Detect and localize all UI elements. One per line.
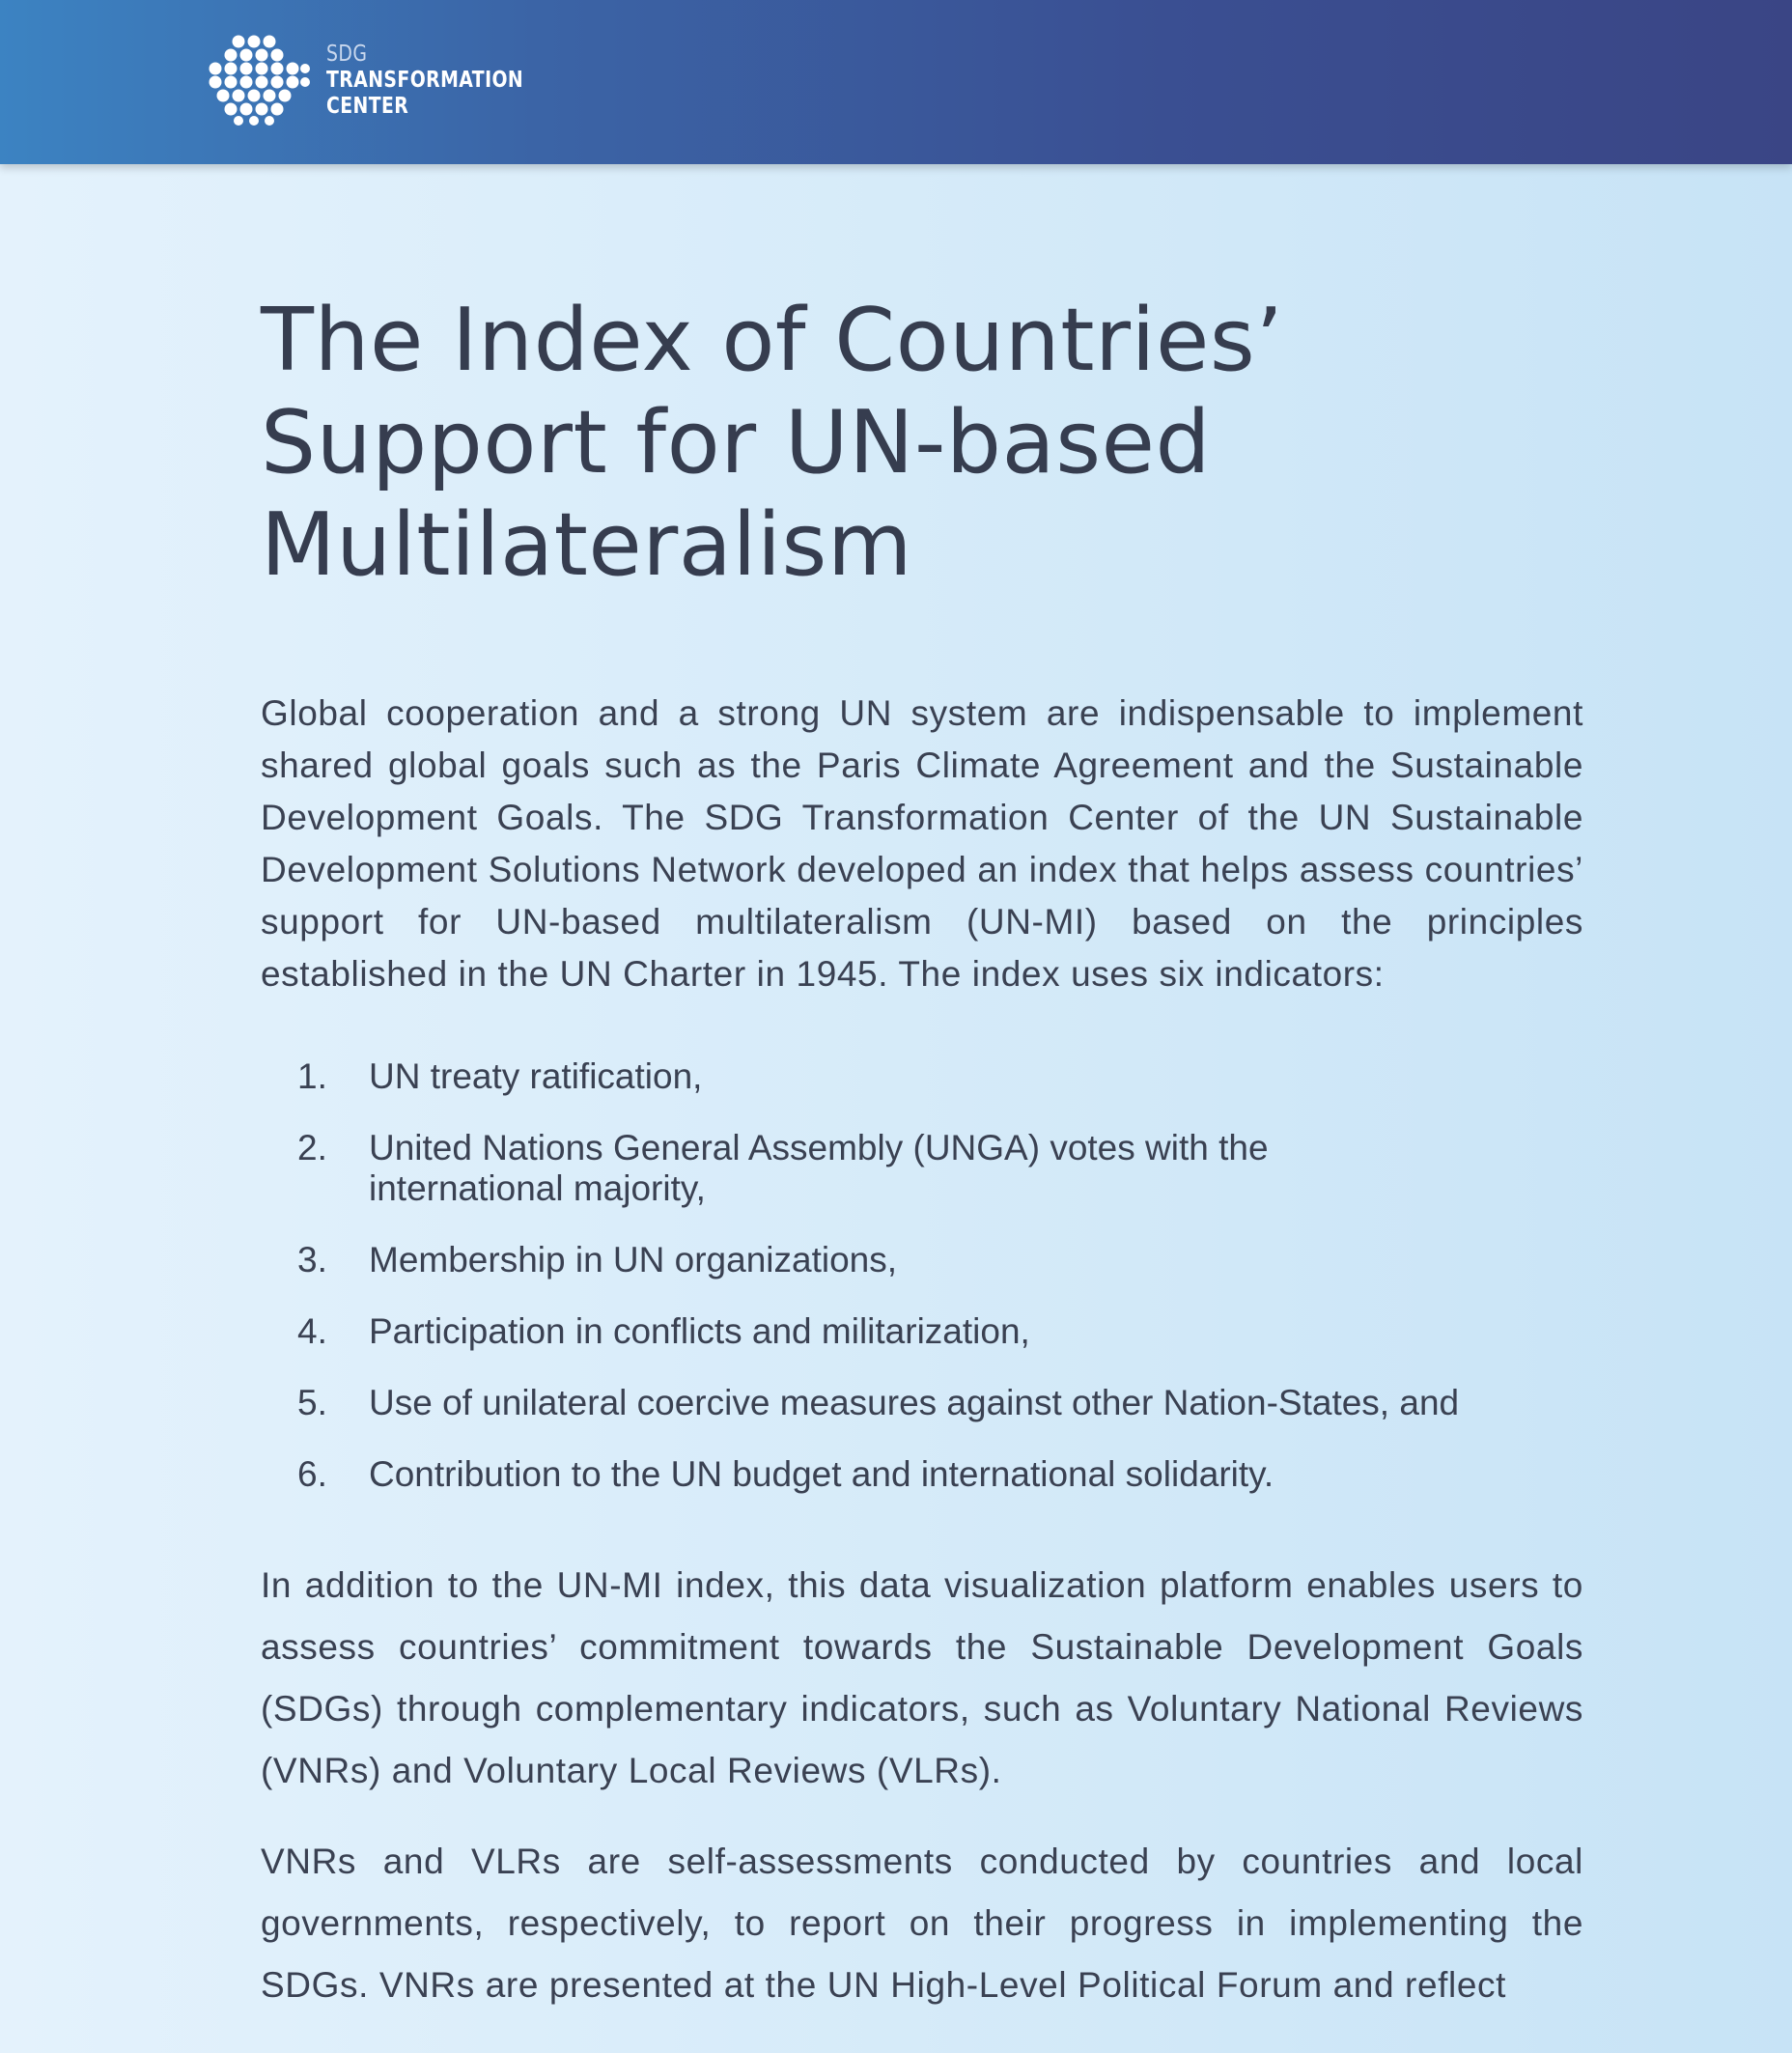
logo-line-center: CENTER <box>326 93 409 119</box>
list-item <box>261 1056 1583 1097</box>
list-item-text: Use of unilateral coercive measures against other Nation-States, and <box>369 1383 1460 1422</box>
list-item-text: UN treaty ratification, <box>369 1056 703 1096</box>
list-item-number: 6. <box>297 1454 327 1494</box>
vnr-vlr-paragraph: VNRs and VLRs are self-assessments conducted by countries and local governments, respectively, to report on their progress in implementing the SDGs. VNRs are presented at the UN High-Level Political Forum and reflect <box>261 1842 1583 2005</box>
list-item-number: 5. <box>297 1383 327 1422</box>
list-item <box>261 1240 1583 1280</box>
logo-link[interactable] <box>209 35 567 126</box>
list-item <box>261 1383 1583 1423</box>
dot-cluster-icon <box>209 35 311 126</box>
logo-line-sdg: SDG <box>326 41 368 67</box>
list-item-text: Contribution to the UN budget and international solidarity. <box>369 1454 1274 1494</box>
list-item <box>261 1311 1583 1352</box>
list-item-number: 2. <box>297 1128 327 1167</box>
list-item-number: 3. <box>297 1240 327 1280</box>
site-header <box>0 0 1792 164</box>
list-item-text: Participation in conflicts and militarization, <box>369 1311 1030 1351</box>
list-item <box>261 1128 1583 1209</box>
logo-line-transformation: TRANSFORMATION <box>326 67 524 93</box>
list-item-number: 4. <box>297 1311 327 1351</box>
page-title: The Index of Countries’ Support for UN-based Multilateralism <box>261 290 1284 596</box>
indicators-list <box>261 1056 1583 1495</box>
list-item-number: 1. <box>297 1056 327 1096</box>
platform-paragraph: In addition to the UN-MI index, this data visualization platform enables users to assess countries’ commitment towards the Sustainable Development Goals (SDGs) through complementary indicators, such as Voluntary National Reviews (VNRs) and Voluntary Local Reviews (VLRs). <box>261 1565 1583 1790</box>
intro-paragraph: Global cooperation and a strong UN system are indispensable to implement shared global goals such as the Paris Climate Agreement and the Sustainable Development Goals. The SDG Transformation Center of the UN Sustainable Development Solutions Network developed an index that helps assess countries’ support for UN-based multilateralism (UN-MI) based on the principles established in the UN Charter in 1945. The index uses six indicators: <box>261 693 1583 994</box>
list-item <box>261 1454 1583 1495</box>
logo-text <box>326 42 523 120</box>
main-content <box>261 290 1583 2016</box>
list-item-text: Membership in UN organizations, <box>369 1240 898 1280</box>
list-item-text: United Nations General Assembly (UNGA) votes with the international majority, <box>369 1128 1269 1208</box>
